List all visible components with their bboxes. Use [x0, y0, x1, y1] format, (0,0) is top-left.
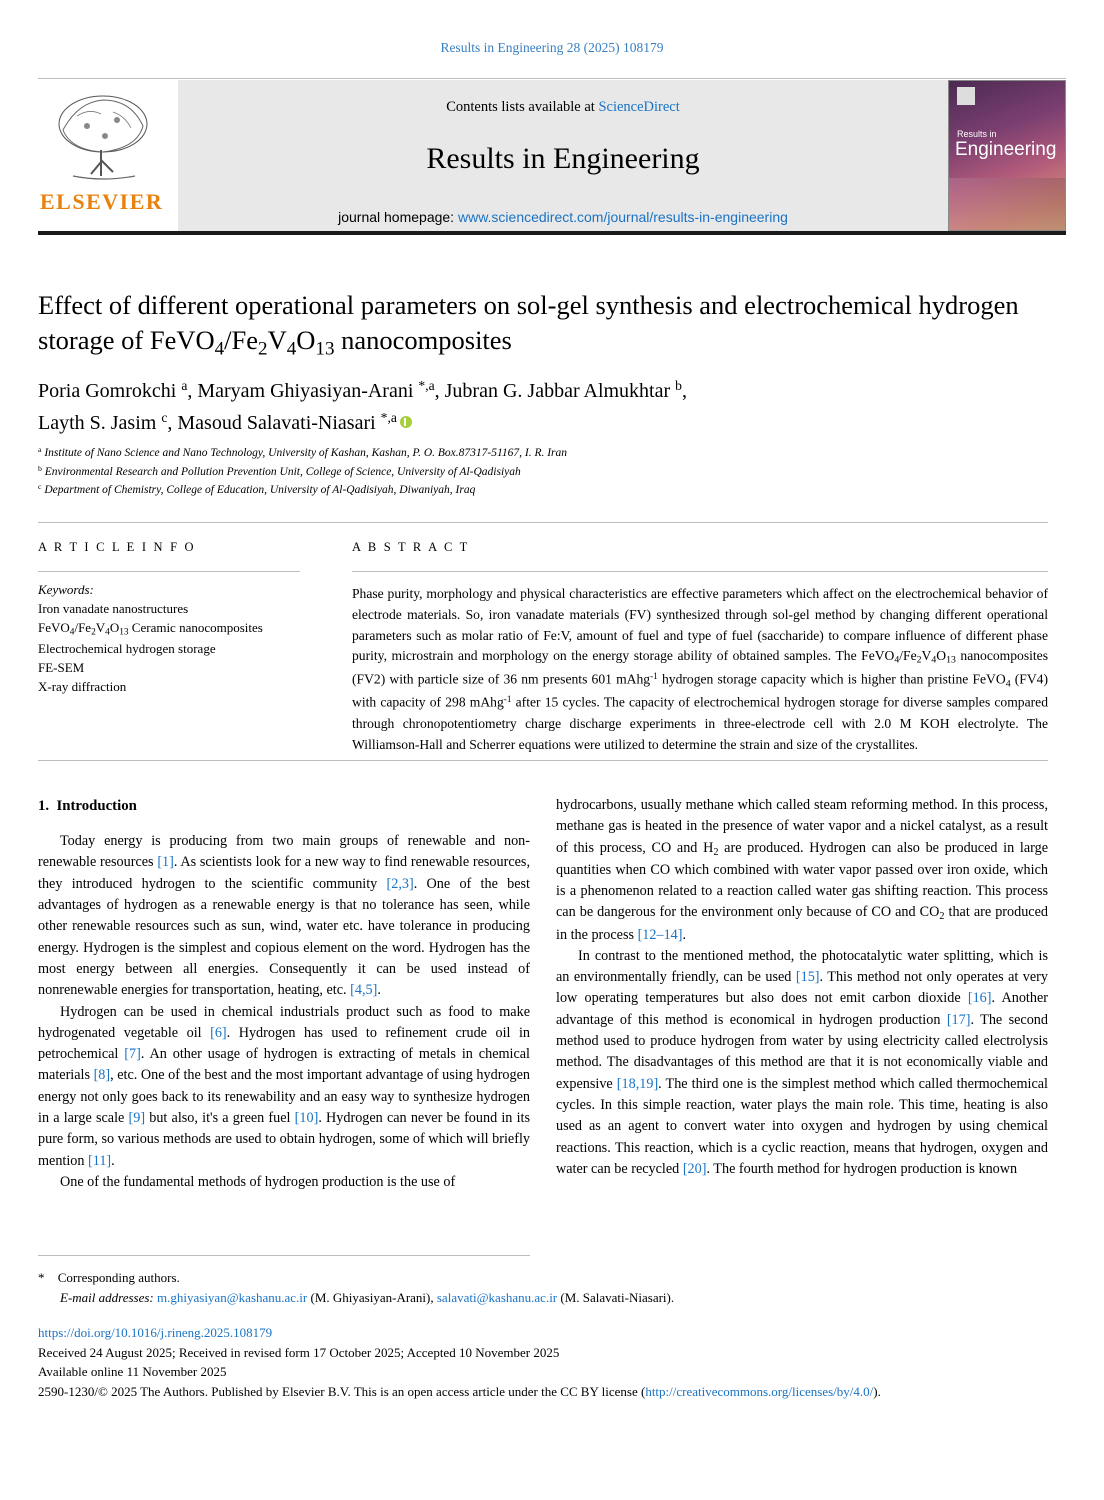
title-segment: Effect of different operational parameters on sol-gel synthesis and electrochemical hydrogen storage of FeVO: [38, 290, 1019, 356]
corresponding-text: Corresponding authors.: [57, 1270, 180, 1285]
article-info-heading: A R T I C L E I N F O: [38, 540, 196, 554]
title-segment: V: [267, 325, 287, 356]
citation-link[interactable]: [16]: [967, 990, 992, 1007]
title-sub: 4: [214, 338, 225, 360]
keyword-item: FE-SEM: [38, 659, 85, 675]
keyword-item: Iron vanadate nanostructures: [38, 601, 189, 616]
contents-prefix: Contents lists available at: [446, 99, 599, 115]
copyright-suffix: ).: [873, 1383, 881, 1399]
journal-title: Results in Engineering: [426, 142, 700, 175]
abstract-rule: [352, 571, 1048, 572]
email-link-2[interactable]: salavati@kashanu.ac.ir: [436, 1289, 558, 1305]
paragraph: hydrocarbons, usually methane which called steam reforming method. In this process, methane gas is heated in the presence of water vapor and a nickel catalyst, as a result of this process, CO and $H_2$ are produced. Hydrogen can also be produced in large quantities when CO which combined with water vapor passed over iron oxide, which is a phenomenon related to a reaction called water gas shifting reaction. This process can be dangerous for the environment only because of CO and $CO_2$ that are produced in the process [12–14].: [556, 797, 1048, 943]
available-online-line: Available online 11 November 2025: [38, 1364, 227, 1379]
section-number: 1.: [38, 798, 50, 814]
citation-link[interactable]: [20]: [682, 1160, 707, 1177]
body-column-left: [38, 795, 530, 1193]
cover-logo-icon: [957, 87, 975, 105]
citation-link[interactable]: [15]: [795, 969, 820, 986]
title-sub: 13: [315, 338, 335, 360]
citation-link[interactable]: [2,3]: [386, 875, 414, 892]
paragraph: In contrast to the mentioned method, the photocatalytic water splitting, which is an environmentally friendly, can be used [15]. This method not only operates at very low operating temperatures but also does not emit carbon dioxide [16]. Another advantage of this method is economical in hydrogen production [17]. The second method used to produce hydrogen from water by using electricity called electrolysis method. The disadvantages of this method are that it is not economically viable and expensive [18,19]. The third one is the simplest method which called thermochemical cycles. In this simple reaction, water plays the main role. This time, heating is also used as an agent to convert water into oxygen and hydrogen by using chemical reactions. This reaction, which is a cyclic reaction, means that hydrogen, oxygen and water can be recycled [20]. The fourth method for hydrogen production is known: [556, 947, 1048, 1177]
section-heading-introduction: [38, 795, 530, 817]
info-rule-bottom: [38, 760, 1048, 761]
corresponding-line: [38, 1268, 1048, 1288]
journal-masthead: [38, 78, 1066, 230]
email-link-1[interactable]: m.ghiyasiyan@kashanu.ac.ir: [157, 1289, 308, 1305]
footer-block: [38, 1268, 1048, 1401]
keywords-rule: [38, 571, 300, 572]
title-segment: nanocomposites: [334, 325, 512, 356]
paragraph: Today energy is producing from two main groups of renewable and non-renewable resources [1]. As scientists look for a new way to find renewable resources, they introduced hydrogen to the scientific community [2,3]. One of the best advantages of hydrogen as a renewable energy is that no tolerance has seen, while other renewable resources such as sun, wind, water etc. have tolerance in producing energy. Hydrogen is the simplest and copious element on the word. Hydrogen has the most energy between all energies. Consequently it can be used instead of nonrenewable energies for transportation, heating, etc. [4,5].: [38, 833, 530, 999]
citation-link[interactable]: [7]: [124, 1046, 141, 1063]
citation-link[interactable]: [12–14]: [637, 926, 683, 943]
cover-line1: Results in: [957, 129, 997, 139]
keyword-item: X-ray diffraction: [38, 678, 127, 694]
keyword-item: $FeVO_4/Fe_2V_4O_{13}$ Ceramic nanocomposites: [38, 619, 263, 638]
homepage-label: journal homepage:: [338, 209, 458, 225]
title-segment: /Fe: [224, 325, 259, 356]
page-title: [38, 288, 1048, 362]
citation-link[interactable]: [6]: [210, 1024, 227, 1041]
citation-link[interactable]: [1]: [157, 854, 174, 871]
author-list: [38, 375, 1048, 439]
citation-link[interactable]: [9]: [128, 1110, 146, 1127]
paragraph: One of the fundamental methods of hydrogen production is the use of: [60, 1173, 456, 1190]
history-line: Received 24 August 2025; Received in revised form 17 October 2025; Accepted 10 November 2025: [38, 1344, 560, 1360]
author-line-1: Poria Gomrokchi $^a$, Maryam Ghiyasiyan-Arani $^{*,a}$, Jubran G. Jabbar Almukhtar $^b$,: [38, 378, 687, 402]
cover-band: [949, 178, 1065, 230]
doi-line: [38, 1323, 1048, 1343]
email-owner-1: (M. Ghiyasiyan-Arani),: [310, 1289, 434, 1305]
homepage-line: [178, 176, 948, 225]
running-head: Results in Engineering 28 (2025) 108179: [440, 40, 664, 55]
paragraph: Hydrogen can be used in chemical industrials product such as food to make hydrogenated vegetable oil [6]. Hydrogen has used to refinement crude oil in petrochemical [7]. An other usage of hydrogen is extracting of metals in chemical materials [8], etc. One of the best and the most important advantage of using hydrogen energy not only goes back to its renewability and an easy way to synthesize hydrogen in a large scale [9] but also, it's a green fuel [10]. Hydrogen can never be found in its pure form, so various methods are used to obtain hydrogen, some of which will briefly mention [11].: [38, 1003, 531, 1169]
elsevier-tree-icon: [43, 90, 163, 186]
footer-rule: [38, 1255, 530, 1256]
keyword-item: Electrochemical hydrogen storage: [38, 641, 216, 657]
masthead-center: [178, 80, 948, 231]
elsevier-logo: [38, 80, 178, 231]
elsevier-wordmark: ELSEVIER: [40, 189, 164, 214]
abstract-heading: A B S T R A C T: [352, 540, 470, 554]
author-line-2: Layth S. Jasim $^c$, Masoud Salavati-Niasari $^{*,a}$: [38, 407, 1048, 439]
citation-link[interactable]: [4,5]: [350, 982, 378, 999]
citation-link[interactable]: [10]: [294, 1110, 319, 1127]
homepage-link[interactable]: www.sciencedirect.com/journal/results-in-engineering: [457, 209, 788, 225]
contents-line: [178, 80, 948, 116]
citation-link[interactable]: [18,19]: [616, 1075, 659, 1092]
title-sub: 4: [286, 338, 297, 360]
copyright-line: [38, 1382, 1048, 1402]
license-link[interactable]: http://creativecommons.org/licenses/by/4.0/: [645, 1383, 874, 1399]
affiliation-item: $^c$ Department of Chemistry, College of Education, University of Al-Qadisiyah, Diwaniyah, Iraq: [38, 482, 476, 497]
abstract-block: [352, 540, 1048, 755]
article-info-block: [38, 540, 300, 697]
orcid-icon[interactable]: [400, 416, 412, 428]
email-owner-2: (M. Salavati-Niasari).: [560, 1289, 675, 1305]
affiliation-item: $^a$ Institute of Nano Science and Nano Technology, University of Kashan, Kashan, P. O. Box.87317-51167, I. R. Iran: [38, 445, 568, 459]
cover-line2: Engineering: [955, 139, 1057, 160]
affiliation-item: $^b$ Environmental Research and Pollution Prevention Unit, College of Science, University of Al-Qadisiyah: [38, 463, 521, 478]
email-label: E-mail addresses:: [60, 1289, 154, 1305]
body-column-right: [556, 795, 1048, 1180]
section-title: Introduction: [56, 798, 137, 814]
email-line: [60, 1288, 1048, 1308]
corresponding-mark: *: [38, 1270, 45, 1285]
abstract-text: Phase purity, morphology and physical characteristics are effective parameters which affect on the electrochemical behavior of electrode materials. So, iron vanadate materials (FV) synthesized through sol-gel method by changing different operational parameters such as molar ratio of Fe:V, amount of fuel and type of fuel (saccharide) to compare influence of different phase purity, microstrain and morphology on the energy storage ability of obtained samples. The $FeVO_4/Fe_2V_4O_{13}$ nanocomposites (FV2) with particle size of 36 nm presents 601 mAhg$^{-1}$ hydrogen storage capacity which is higher than pristine FeVO$_4$ (FV4) with capacity of 298 mAhg$^{-1}$ after 15 cycles. The capacity of electrochemical hydrogen storage for diverse samples compared through chronopotentiometry charge discharge experiments in three-electrode cell with 2.0 M KOH electrolyte. The Williamson-Hall and Scherrer equations were utilized to determine the strain and size of the crystallites.: [352, 586, 1048, 752]
citation-link[interactable]: [8]: [93, 1067, 111, 1084]
affiliations: [38, 444, 1048, 500]
masthead-bottom-rule: [38, 231, 1066, 235]
copyright-prefix: 2590-1230/© 2025 The Authors. Published by Elsevier B.V. This is an open access article under the CC BY license (: [38, 1383, 646, 1399]
keywords-label: Keywords:: [38, 582, 94, 597]
keywords-list: [38, 600, 300, 697]
title-sub: 2: [258, 338, 268, 360]
citation-link[interactable]: [17]: [946, 1011, 971, 1028]
title-segment: O: [296, 325, 316, 356]
info-rule-top: [38, 522, 1048, 523]
sciencedirect-link[interactable]: ScienceDirect: [598, 99, 680, 115]
doi-link[interactable]: https://doi.org/10.1016/j.rineng.2025.108179: [38, 1325, 273, 1340]
journal-cover-image: [948, 80, 1066, 231]
citation-link[interactable]: [11]: [88, 1152, 112, 1169]
